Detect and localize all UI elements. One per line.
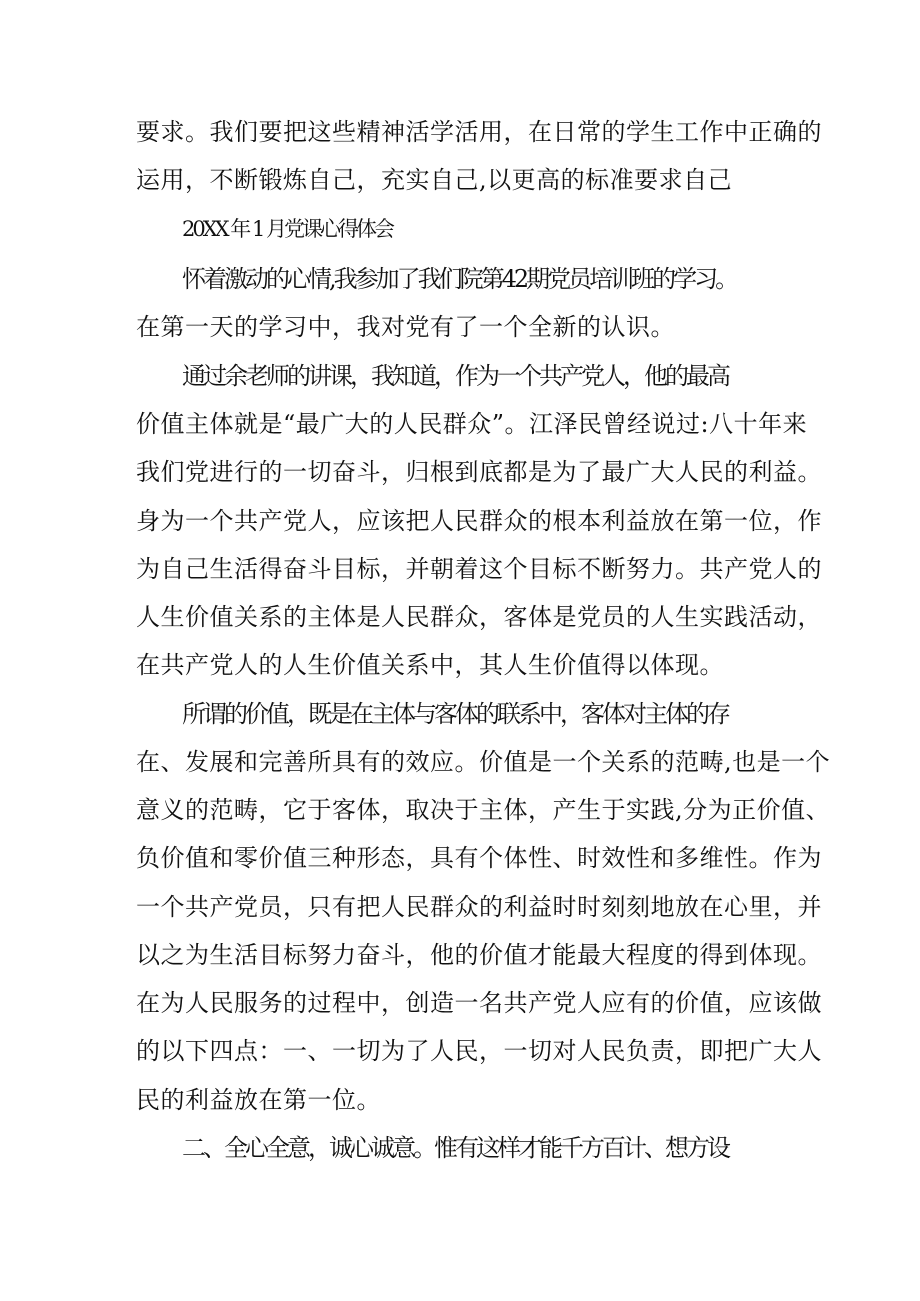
paragraph-1-line-2: 运用，不断锻炼自己，充实自己,以更高的标准要求自己 [136, 166, 733, 194]
paragraph-4-line-3: 意义的范畴，它于客体，取决于主体，产生于实践,分为正价值、 [136, 796, 831, 824]
paragraph-2-line-1: 怀着激动的心情,我参加了我们院第42期党员培训班的学习。 [182, 265, 737, 293]
paragraph-3-line-1: 通过余老师的讲课，我知道，作为一个共产党人，他的最高 [182, 362, 728, 390]
paragraph-3-line-3: 我们党进行的一切奋斗，归根到底都是为了最广大人民的利益。 [136, 458, 822, 486]
paragraph-4-line-4: 负价值和零价值三种形态，具有个体性、时效性和多维性。作为 [136, 844, 822, 872]
paragraph-4-line-5: 一个共产党员，只有把人民群众的利益时时刻刻地放在心里，并 [136, 893, 822, 921]
paragraph-4-line-9: 民的利益放在第一位。 [136, 1086, 381, 1114]
paragraph-3-line-7: 在共产党人的人生价值关系中，其人生价值得以体现。 [136, 651, 724, 679]
paragraph-4-line-2: 在、发展和完善所具有的效应。价值是一个关系的范畴,也是一个 [136, 748, 831, 776]
paragraph-3-line-2: 价值主体就是“最广大的人民群众”。江泽民曾经说过:八十年来 [136, 410, 808, 438]
paragraph-3-line-4: 身为一个共产党人，应该把人民群众的根本利益放在第一位，作 [136, 507, 822, 535]
paragraph-4-line-8: 的以下四点：一、一切为了人民，一切对人民负责，即把广大人 [136, 1037, 822, 1065]
document-title: 20XX 年 1 月党课心得体会 [182, 217, 393, 241]
paragraph-4-line-6: 以之为生活目标努力奋斗，他的价值才能最大程度的得到体现。 [136, 941, 822, 969]
paragraph-4-line-7: 在为人民服务的过程中，创造一名共产党人应有的价值，应该做 [136, 989, 822, 1017]
paragraph-3-line-5: 为自己生活得奋斗目标，并朝着这个目标不断努力。共产党人的 [136, 555, 822, 583]
paragraph-3-line-6: 人生价值关系的主体是人民群众，客体是党员的人生实践活动， [136, 603, 822, 631]
paragraph-2-line-2: 在第一天的学习中，我对党有了一个全新的认识。 [136, 313, 675, 341]
paragraph-1-line-1: 要求。我们要把这些精神活学活用，在日常的学生工作中正确的 [136, 118, 822, 146]
paragraph-4-line-1: 所谓的价值，既是在主体与客体的联系中，客体对主体的存 [182, 700, 728, 728]
paragraph-5-line-1: 二、全心全意，诚心诚意。惟有这样才能千方百计、想方设 [182, 1134, 728, 1162]
